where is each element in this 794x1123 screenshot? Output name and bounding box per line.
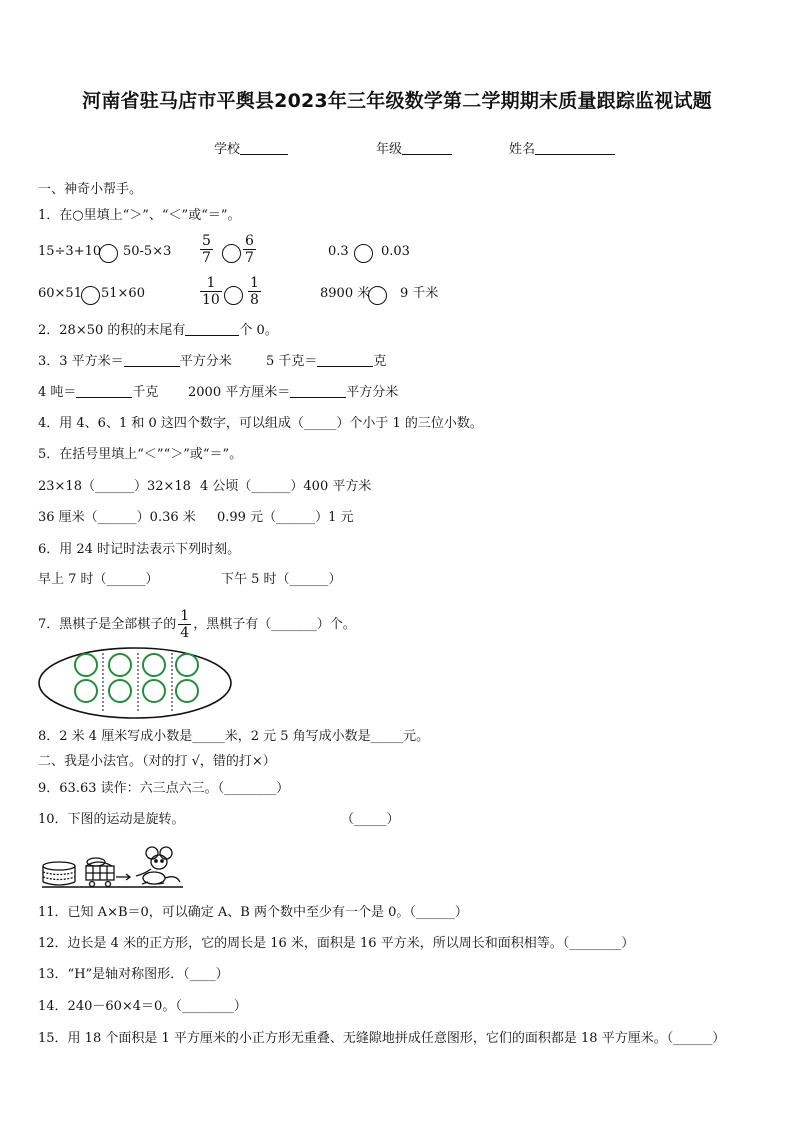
question-12: 12．边长是 4 米的正方形，它的周长是 16 米，面积是 16 平方米，所以周长和面积相等。（________） [38, 936, 635, 951]
fraction: $\frac{1}{8}$ [250, 275, 259, 308]
name-field [509, 141, 615, 159]
question-3c: 4 吨＝ 千克 [38, 385, 159, 400]
question-3b: 5 千克＝ 克 [266, 354, 387, 369]
question-4: 4．用 4、6、1 和 0 这四个数字，可以组成（_____）个小于 1 的三位小数。 [38, 416, 483, 431]
question-3d: 2000 平方厘米＝ 平方分米 [188, 385, 399, 400]
question-5-row1a: 23×18（______）32×18 [38, 479, 191, 494]
question-10-answer: （_____） [341, 812, 400, 827]
answer-blank[interactable] [290, 384, 346, 398]
q1-row1-expr-b: 50-5×3 [123, 244, 172, 259]
compare-circle[interactable] [368, 286, 387, 305]
question-15: 15．用 18 个面积是 1 平方厘米的小正方形无重叠、无缝隙地拼成任意图形，它们的面积都是 18 平方厘米。（______） [38, 1031, 726, 1046]
question-5-row1b: 4 公顷（______）400 平方米 [200, 479, 372, 494]
answer-blank[interactable] [317, 353, 373, 367]
question-6: 6．用 24 时记时法表示下列时刻。 [38, 542, 241, 557]
question-8: 8．2 米 4 厘米写成小数是_____米，2 元 5 角写成小数是_____元。 [38, 729, 430, 744]
name-blank[interactable] [535, 141, 615, 155]
question-10: 10．下图的运动是旋转。 [38, 812, 185, 827]
compare-circle[interactable] [222, 244, 241, 263]
q1-row2-expr-a: 60×51 [38, 286, 82, 301]
school-label: 学校 [214, 142, 241, 157]
question-11: 11．已知 A×B＝0，可以确定 A、B 两个数中至少有一个是 0。（______） [38, 905, 468, 920]
question-14: 14．240－60×4＝0。（________） [38, 999, 247, 1014]
page-title: 河南省驻马店市平舆县2023年三年级数学第二学期期末质量跟踪监视试题 [82, 90, 712, 112]
question-2: 2．28×50 的积的末尾有 个 0。 [38, 323, 278, 338]
question-6a: 早上 7 时（______） [38, 572, 159, 587]
chess-pieces-figure [36, 645, 234, 721]
q1-row2-expr-d: 9 千米 [400, 286, 439, 301]
question-7: 7．黑棋子是全部棋子的 $\frac{1}{4}$ ，黑棋子有（_______）个。 [38, 608, 356, 641]
answer-blank[interactable] [76, 384, 132, 398]
section2-title: 二、我是小法官。（对的打 √，错的打×） [38, 754, 276, 769]
question-5-row2a: 36 厘米（______）0.36 米 [38, 510, 196, 525]
motion-figure [40, 844, 186, 890]
question-9: 9．63.63 读作：六三点六三。（________） [38, 781, 290, 796]
q1-row1-expr-d: 0.03 [381, 244, 410, 259]
fraction: $\frac{1}{10}$ [202, 275, 220, 308]
grade-label: 年级 [376, 142, 403, 157]
compare-circle[interactable] [354, 244, 373, 263]
name-label: 姓名 [509, 142, 536, 157]
question-5-row2b: 0.99 元（______）1 元 [217, 510, 354, 525]
question-3: 3．3 平方米＝ 平方分米 [38, 354, 232, 369]
q1-row1-expr-c: 0.3 [328, 244, 349, 259]
q1-row1-expr-a: 15÷3+10 [38, 244, 102, 259]
grade-field [376, 141, 452, 159]
answer-blank[interactable] [124, 353, 180, 367]
compare-circle[interactable] [99, 244, 118, 263]
compare-circle[interactable] [224, 286, 243, 305]
question-5: 5．在括号里填上“＜”“＞”或“＝”。 [38, 447, 243, 462]
section1-title: 一、神奇小帮手。 [38, 182, 143, 197]
school-field [214, 141, 288, 159]
question-13: 13．“H”是轴对称图形．（____） [38, 967, 229, 982]
school-blank[interactable] [240, 141, 288, 155]
question-1: 1．在○里填上“＞”、“＜”或“＝”。 [38, 208, 241, 223]
grade-blank[interactable] [402, 141, 452, 155]
answer-blank[interactable] [185, 322, 239, 336]
q1-row2-expr-b: 51×60 [101, 286, 145, 301]
question-6b: 下午 5 时（______） [221, 572, 342, 587]
fraction: $\frac{5}{7}$ [202, 233, 211, 266]
q1-row2-expr-c: 8900 米 [320, 286, 371, 301]
fraction: $\frac{1}{4}$ [180, 608, 190, 641]
fraction: $\frac{6}{7}$ [245, 233, 254, 266]
compare-circle[interactable] [81, 286, 100, 305]
